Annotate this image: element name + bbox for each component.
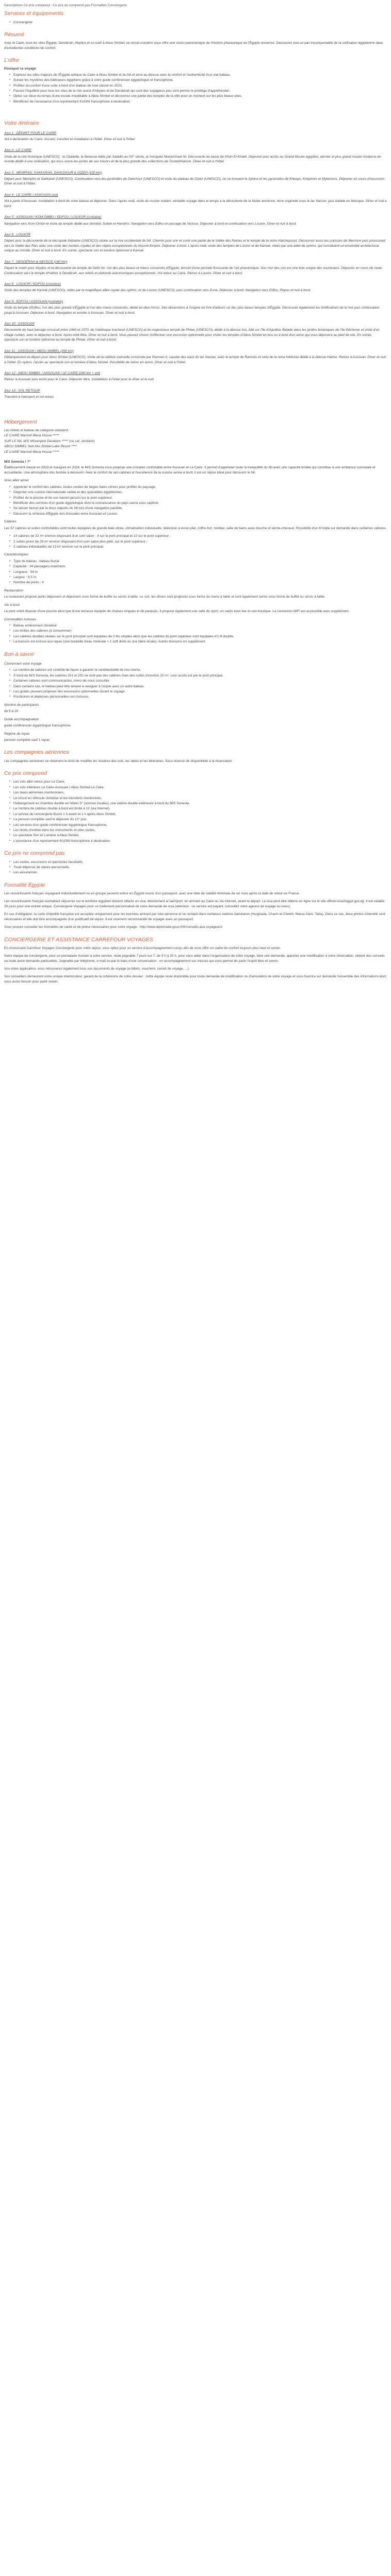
day-text: Vol à destination du Caire. Accueil, transfert et installation à l'hôtel. Dîner et nuit à l'hôtel.: [4, 137, 136, 141]
accommodation-section: [4, 418, 387, 645]
list-item: ▪ Bénéficier des services d'un guide égyptologue dont la connaissance du pays saura vous captiver.: [9, 501, 387, 505]
restaurant-label: Restauration: [4, 588, 23, 592]
day-heading: Jour 10 : ASSOUAN: [4, 322, 35, 326]
list-item: ▪ Bateau entièrement climatisé: [9, 623, 387, 628]
list-item: ▪ Les cabines doubles situées sur le pont principal sont équipées de 2 lits simples alors que les cabines du pont supérieur sont équipées d'1 lit double.: [9, 634, 387, 639]
itinerary-day: [4, 282, 387, 293]
list-item: ▪ 14 cabines de 32 m² environ disposant d'un coin salon : 4 sur le pont principal et 10 sur le pont supérieur ;: [9, 534, 387, 538]
meals-value: pension complète sauf 1 repas: [4, 738, 50, 742]
summary-title: Résumé: [4, 31, 25, 38]
day-heading: Jour 4 : LE CAIRE / ASSOUAN (vol): [4, 193, 58, 197]
day-text: Départ pour Memphis et Sakkarah (UNESCO). Continuation vers les pyramides de Dahchour (UNESCO) et visite du plateau de Gizeh (UNESCO), où se trouvent le Sphinx et les pyramides de Khéops, Khéphren et Mykérinos. Déjeuner en cours d'excursion. Dîner et nuit à l'hôtel.: [4, 177, 385, 186]
list-item: ▪ Déguster une cuisine internationale variée et des spécialités égyptiennes.: [9, 490, 387, 495]
list-item: ▪ Les limites des cabines (à consommer): [9, 629, 387, 633]
list-item: ▪ Apprécier le confort des cabines, toutes ornées de larges baies vitrées pour profiter du paysage.: [9, 485, 387, 489]
list-item: ▪ Capacité : 34 passagers maximum: [9, 564, 387, 569]
life-onboard-label: Vie à bord: [4, 603, 20, 607]
list-item: ▪ Les assurances.: [9, 870, 387, 875]
hotel-line: SUR LE NIL M/S Mövenpick Darakum ***** (ou cat. similaire): [4, 439, 95, 443]
day-heading: Jour 2 : LE CAIRE: [4, 148, 32, 152]
list-item: ▪ Profitez du confort d'une suite à bord d'un bateau de luxe classé en 2023.: [9, 83, 387, 88]
day-text: Visite du temple d'Edfou, l'un des plus grands d'Égypte et l'un des mieux conservés, dédié au dieu Horus. Ses dimensions à l'origine en font d'ailleurs un des plus beaux temples d'Égypte. Découvrez également les fortifications de la rive puis continuation jusqu'à Assouan. Déjeuner à bord. Navigation et arrivée à Assouan. Dîner et nuit à bord.: [4, 306, 380, 315]
good-to-know-sub: Concernant votre voyage: [4, 662, 42, 666]
day-text: Visite de la cité historique (UNESCO) : la Citadelle, la fameuse bâtie par Saladin au XII° siècle, la mosquée Muhammad Ali. Découverte du bazar de Khan El-Khalili. Déjeuner puis accès au Grand Musée égyptien, dernier et plus grand musée moderne du monde dédié à une civilisation, qui vous ouvre les portes de ses trésors et de la plus grande des collections de Toutankhamon. Dîner et nuit à l'hôtel.: [4, 155, 381, 164]
day-text: Départ le matin pour Abydos et la découverte du temple de Séthi Ier, l'un des plus beaux et mieux conservés d'Égypte, témoin d'une période florissante de l'art pharaonique. Son mur des rois est une liste unique des souverains. Déjeuner en cours de route. Continuation vers le temple d'Hathor à Dendérah, aux reliefs et plafonds astronomiques exceptionnels. Vol retour au Caire. Retour à Louxor. Dîner et nuit à bord.: [4, 266, 383, 275]
list-item: ▪ Les vols aller-retour pour Le Caire,: [9, 779, 387, 784]
itinerary-day: [4, 131, 387, 142]
day-heading: Jour 7 : DENDÉRAH & ABYDOS (180 km): [4, 260, 68, 264]
offer-list: [9, 73, 387, 105]
airlines-text: Les compagnies aériennes se réservent le droit de modifier les horaires des vols, les dates et les itinéraires. Sous réserve de disponibilité à la réservation.: [4, 759, 233, 763]
day-heading: Jour 8 : LOUXOR / EDFOU (croisière): [4, 282, 61, 286]
services-title: Services et équipements: [4, 10, 63, 17]
price-excludes-title: Ce prix ne comprend pas: [4, 850, 65, 857]
day-text: Vol à partir d'Assouan. Installation à bord de votre bateau et déjeuner. Dans l'après-midi, visite du musée nubien, véritable voyage dans le temps à la découverte de la Nubie ancienne, terre originelle sous le lac Nasser, puis balade en felouque. Dîner et nuit à bord.: [4, 199, 387, 208]
list-item: ▪ 2 suites junior de 29 m² environ disposant d'un coin salon plus petit, sur le pont supérieur ;: [9, 539, 387, 544]
itinerary-day: [4, 232, 387, 253]
list-item: ▪ Se laisser bercer par le doux clapotis du Nil lors d'une navigation paisible.: [9, 506, 387, 511]
concierge-text: Vos votes application, vous retrouverez également tous vos documents de voyage (e-billets, vouchers, carnet de voyage, ...).: [4, 967, 190, 971]
day-heading: Jour 6 : LOUXOR: [4, 233, 30, 236]
list-item: ▪ l'hébergement en chambre double en hôtels 5* (normes locales), une cabine double extérieure à bord du M/S Sonesta,: [9, 801, 387, 806]
list-item: ▪ Certaines cabines sont communicantes, merci de nous consulter.: [9, 679, 387, 683]
day-heading: Jour 5 : ASSOUAN / KOM OMBO / EDFOU / LOUXOR (croisière): [4, 215, 102, 219]
list-item: ▪ Bénéficiez de l'assistance d'un représentant KUONI francophone à destination.: [9, 99, 387, 104]
day-text: Visite des temples de Karnak (UNESCO), reliés par la magnifique allée royale des sphinx, et de Louxor (UNESCO), puis continuation vers Esna. Déjeuner à bord. Navigation vers Edfou. Repas et nuit à bord.: [4, 289, 311, 293]
list-item: ▪ Le circuit en véhicule climatisé et les transferts mentionnés,: [9, 796, 387, 801]
list-item: ▪ Les services d'un guide conférencier égyptologue francophone,: [9, 823, 387, 827]
itinerary-day: [4, 215, 387, 226]
formalities-text: Les ressortissants français voyageant individuellement ou en groupe peuvent entrer en Égypte munis d'un passeport, avec une date de validité minimale de six mois après la date de retour en France.: [4, 892, 300, 896]
formalities-section: [4, 882, 387, 930]
day-heading: Jour 1 : DÉPART POUR LE CAIRE: [4, 131, 57, 135]
restaurant-text: Le restaurant propose petits déjeuners et déjeuners sous forme de buffet ou servis à table. Le soir, les dîners sont proposés sous forme de menu à table et sont également servis sous forme de buffet ou servis à table.: [4, 595, 325, 599]
list-item: ▪ Conciergerie: [9, 20, 387, 25]
list-item: ▪ Le spectacle Son et Lumière à Abou Simbel,: [9, 833, 387, 838]
cabins-description: Les 57 cabines et suites confortables sont toutes équipées de grande baie vitrée, climatisation individuelle, télévision à écran plat, coffre-fort, minibar, salle de bains avec douche et sèche-cheveux. Possibilité d'un lit triple sur demande dans certaines cabines.: [4, 526, 387, 530]
list-item: ▪ Les vols intérieurs Le Caire-Assouan / Abou Simbel-Le Caire,: [9, 785, 387, 790]
list-item: ▪ Passez l'équilibre pour tous les sites de la rive ouest d'Abydos et de Dendérah qui sont des voyageurs peu sont permis le privilège d'appréhender.: [9, 89, 387, 93]
services-list: [9, 20, 387, 25]
list-item: ▪ Le service de conciergerie Kuoni 1 h avant et 1 h après Abou Simbel,: [9, 812, 387, 817]
list-item: ▪ Type de bateau : bateau fluvial: [9, 559, 387, 564]
summary-text: Avec le Caire, tous les sites Égypte, Dendérah, Abydos et un noël à Abou Simbel, ce circuit croisière vous offre une vision panoramique de l'histoire pharaonique de l'Égypte ancienne. Découvrez tout un pan incontournable de la civilisation égyptienne dans d'excellentes conditions de confort.: [4, 41, 383, 50]
day-heading: Jour 12 : ABOU SIMBEL / ASSOUAN / LE CAIRE (290 km + vol): [4, 371, 100, 376]
day-heading: Jour 11 : ASSOUAN / ABOU SIMBEL (290 km): [4, 349, 74, 353]
day-heading: Jour 13 : VOL RETOUR: [4, 388, 40, 393]
price-includes-list: [9, 779, 387, 843]
itinerary-section: [4, 120, 387, 399]
itinerary-day: [4, 171, 387, 187]
itinerary-day: [4, 148, 387, 164]
accommodation-intro: Les hôtels et bateau de catégorie standard :: [4, 428, 70, 432]
list-item: ▪ Suivez les mystères des bâtisseurs égyptiens grâce à votre guide conférencier égyptologue et francophone.: [9, 78, 387, 82]
list-item: ▪ Explorez les sites majeurs de l'Égypte antique du Caire à Abou Simbel et du Nil et ainsi au-dessus avec le confort et l'authenticité d'un vrai bateau.: [9, 73, 387, 77]
accommodation-title: Hébergement: [4, 418, 37, 425]
day-heading: Jour 9 : EDFOU / ASSOUAN (croisière): [4, 299, 63, 303]
day-text: Retour à Assouan puis envol pour le Caire. Déjeuner libre. Installation à l'hôtel pour le dîner et la nuit.: [4, 378, 155, 382]
itinerary-title: Votre itinéraire: [4, 120, 39, 127]
list-item: ▪ L'assistance d'un représentant KUONI francophone à destination.: [9, 839, 387, 843]
price-excludes-list: [9, 860, 387, 875]
list-item: ▪ Profiter de la piscine et de son bassin-jacuzzi sur le pont supérieur.: [9, 496, 387, 500]
cabins-list: [9, 534, 387, 549]
price-excludes-section: [4, 850, 387, 875]
day-text: Départ pour la découverte de la nécropole thébaine (UNESCO) située sur la rive occidentale du Nil. Chemin pour voir et sortir une partie de la Vallée des Reines et le temple de la reine Hatchepsout. Découvrez aussi les colosses de Memnon puis poursuivez vers la Vallée des Rois avec une visite des tombes royales et des objets exceptionnels du Nouvel Empire. Déjeuner à bord. L'après-midi, visite des temples de Louxor et de Karnak, reliés par une allée de sphinx, qui constituent un ensemble architectural unique au monde. Dîner et nuit à bord. En soirée, spectacle son et lumière optionnel à Karnak.: [4, 239, 386, 253]
cabins-label: Cabines: [4, 520, 17, 524]
guide-value: guide conférencier égyptologue francophone.: [4, 724, 72, 728]
life-onboard-text: Le pont soleil dispose d'une piscine ainsi que d'une terrasse équipée de chaises longues et de parasols. Il propose également une salle de sport, un salon avec bar et une boutique. La connexion WiFi est accessible avec supplément.: [4, 609, 350, 614]
services-section: [4, 10, 387, 25]
list-item: ▪ Pourboires et dépenses personnelles non incluses.: [9, 694, 387, 699]
day-text: Découverte du haut barrage construit entre 1960 et 1970, de l'obélisque inachevé (UNESCO) et du majestueux temple de Philae (UNESCO), dédié à la déesse Isis, bâti sur l'île d'Aguilkia. Balade dans les jardins botaniques de l'île Kitchener et visite d'un village nubien, avec le déjeuner à bord. Après-midi libre. Dîner et nuit à bord. Vous pouvez choisir d'effectuer une excursion optionnelle pour visiter les temples d'Abou Simbel en bus ou à bord d'un avion qui vous déposera au pied du site. En soirée, spectacle son et lumière optionnel au temple de Philae. Dîner et nuit à bord.: [4, 328, 380, 342]
list-item: ▪ Les guides peuvent proposer des excursions optionnelles durant le voyage.: [9, 689, 387, 694]
formalities-text: En cas d'obligation, la carte d'identité française est acceptée uniquement pour les touristes arrivant par voie aérienne et se rendant dans certaines stations balnéaires (Hurghada, Charm el-Cheikh, Marsa Alam, Taba). Dans ce cas, deux photos d'identité sont nécessaires et elle doit être accompagnée d'un justificatif de séjour. Il est vivement recommandé de voyager avec un passeport.: [4, 912, 385, 921]
features-list: [9, 559, 387, 585]
list-item: ▪ Les droits d'entrée dans les monuments et sites visités,: [9, 828, 387, 833]
list-item: ▪ Découvrir la richesse d'Égypte lors d'escales entre Assouan et Louxor.: [9, 512, 387, 516]
list-item: ▪ Le nombre de cabines double à bord est limité à 12 (via Internet),: [9, 806, 387, 811]
itinerary-day: [4, 371, 387, 382]
airlines-section: [4, 749, 387, 764]
list-item: ▪ Nombre de ponts : 4: [9, 580, 387, 585]
itinerary-day: [4, 321, 387, 343]
day-text: Débarquement et départ pour Abou Simbel (UNESCO). Visite de la célèbre merveille construite par Ramsès II, sauvée des eaux du lac Nasser, avec le temple de Ramsès et celui de la reine Néfertari dédié à la déesse Hathor. Retour à Assouan. Dîner et nuit à l'hôtel. En option, l'accès au spectacle son et lumière d'Abou Simbel. Possibilité de retour en avion. Dîner et nuit à l'hôtel.: [4, 355, 386, 364]
itinerary-day: [4, 349, 387, 365]
concierge-text: Vos conseillers demeurent votre unique interlocuteur, garant de la cohérence de votre dossier : notre équipe reste disponible pour toute demande de modification ou d'annulation de votre voyage et vous fournira sur demande l'ensemble des informations dont vous aurez besoin pour partir serein.: [4, 975, 386, 984]
good-to-know-section: [4, 651, 387, 743]
formalities-text: Vous pouvez consulter les formalités de santé et de police nécessaires pour votre voyage : http://www.diplomatie.gouv.fr/fr/conseils-aux-voyageurs/: [4, 925, 223, 929]
offer-title: L'offre: [4, 57, 19, 64]
product-page: [0, 0, 391, 992]
boat-description: Établissement classé en 2023 et inauguré en 2024, le M/S Sonesta vous propose une croisière confortable entre Assouan et Le Caire. Il permet d'apprécier toute la tranquillité du Nil avec une capacité limitée qui contribue à une ambiance conviviale et accueillante. Une atmosphère très feutrée à découvrir. Avec le confort de ses cabines et l'excellence de la cuisine servie à bord, il est un séjour idéal pour découvrir le Nil.: [4, 466, 376, 474]
amenities-label: Commodités incluses: [4, 617, 36, 621]
hotel-line: LE CAIRE Marriott Mena House *****: [4, 450, 59, 454]
list-item: ▪ Toute dépense de nature personnelle,: [9, 865, 387, 870]
day-text: Navigation vers Kom Ombo et visite du temple dédié aux divinités Sobek et Haroëris. Navigation vers Edfou et passage de l'écluse. Déjeuner à bord et continuation vers Louxor. Dîner et nuit à bord.: [4, 222, 297, 226]
list-item: ▪ 2 cabines individuelles de 13 m² environ sur le pont principal.: [9, 545, 387, 549]
boat-highlights-list: [9, 485, 387, 517]
list-item: ▪ Les taxes aériennes mentionnées,: [9, 790, 387, 795]
boat-highlights-label: Vous allez aimer: [4, 479, 29, 483]
meals-label: Régime de repas: [4, 732, 30, 736]
day-heading: Jour 3 : MEMPHIS, SAKKARAH, DAHCHOUR & GIZEH (100 km): [4, 171, 102, 175]
amenities-list: [9, 623, 387, 645]
itinerary-day: [4, 193, 387, 209]
summary-section: [4, 31, 387, 50]
page-description: Descriptions Ce prix comprend : Ce prix ne comprend pas Formalités Conciergerie: [4, 4, 127, 7]
participants-label: Nombre de participants: [4, 703, 39, 707]
hotel-line: ABOU SIMBEL Seti Abu Simbel Lake Resort ****: [4, 445, 77, 449]
list-item: ▪ Optez sur deux du temps d'une escale inoubliable à Abou Simbel et découvrez une partie des temples de la ville pour un moment sur les plus beaux sites.: [9, 94, 387, 98]
good-to-know-list: [9, 668, 387, 700]
good-to-know-title: Bon à savoir: [4, 651, 35, 657]
itinerary-day: [4, 260, 387, 276]
participants-value: de 6 à 16: [4, 709, 19, 714]
list-item: ▪ Longueur : 54 m: [9, 570, 387, 574]
concierge-section: [4, 936, 387, 985]
formalities-title: Formalité Égypte: [4, 882, 45, 888]
itinerary-day: [4, 388, 387, 400]
list-item: ▪ La boisson est incluse aux repas (une bouteille d'eau minérale + 1 soft drink ou une bière locale). Autres boissons en supplément.: [9, 639, 387, 644]
list-item: ▪ Dans certains cas, le bateau peut être amené à naviguer à couple avec un autre bateau.: [9, 684, 387, 689]
boat-name: M/S Sonesta ! ?*: [4, 460, 30, 464]
formalities-text: Les ressortissants français souhaitant séjourner sur le territoire égyptien doivent obtenir un visa, directement à l'aéroport, en arrivant au Caire ou via Internet, avant le départ. Le visa peut être obtenu en ligne sur le site officiel visa2egypt.gov.eg. Il est valable 30 jours pour une entrée unique. Conciergerie Voyages pour un traitement personnalisé de votre demande de visa (attention : ce service est payant, consultez votre agence de voyage ou nous).: [4, 900, 385, 908]
list-item: ▪ La pension complète sauf le déjeuner du 12° jour,: [9, 817, 387, 822]
price-includes-section: [4, 770, 387, 843]
concierge-title: CONCIERGERIE ET ASSISTANCE CARREFOUR VOYAGES: [4, 936, 153, 943]
list-item: ▪ Le nombre de cabines est contrôlé de façon à garantir la confidentialité de nos clients.: [9, 668, 387, 672]
concierge-text: En choisissant Carrefour Voyages Conciergerie pour votre séjour, vous optez pour un service d'accompagnement conçu afin de vous offrir un cadre de confort toujours plus haut et serein.: [4, 946, 281, 950]
price-includes-title: Ce prix comprend: [4, 770, 47, 777]
airlines-title: Les compagnies aériennes: [4, 749, 69, 756]
offer-label: Pourquoi ce voyage: [4, 67, 36, 71]
list-item: ▪ Les visites, excursions et spectacles facultatifs,: [9, 860, 387, 865]
features-label: Caractéristiques: [4, 553, 28, 557]
itinerary-day: [4, 299, 387, 315]
list-item: ▪ Largeur : 9.5 m: [9, 575, 387, 580]
concierge-text: Notre équipe de conciergerie, pour un prestataire humain à votre service, reste joignable 7 jours sur 7, de 9 h à 20 h, pour vous aider dans l'organisation de votre voyage, faire une demande, apporter une modification à votre réservation, obtenir des conseils ou toute autre demande particulière. Joignable par téléphone, e-mail ou par le biais d'une conversation : un accompagnement sur mesure qui vous permet de partir l'esprit libre et serein.: [4, 954, 385, 963]
offer-section: [4, 57, 387, 104]
hotel-line: LE CAIRE Marriott Mena House *****: [4, 434, 59, 438]
day-text: Transfert à l'aéroport et vol retour.: [4, 395, 55, 399]
guide-label: Guide accompagnateur: [4, 717, 39, 721]
list-item: ▪ À bord du M/S Sonesta, les cabines 201 et 202 ne sont pas des cabines mais des suites d'environ 33 m². Leur accès est par le pont principal.: [9, 673, 387, 678]
